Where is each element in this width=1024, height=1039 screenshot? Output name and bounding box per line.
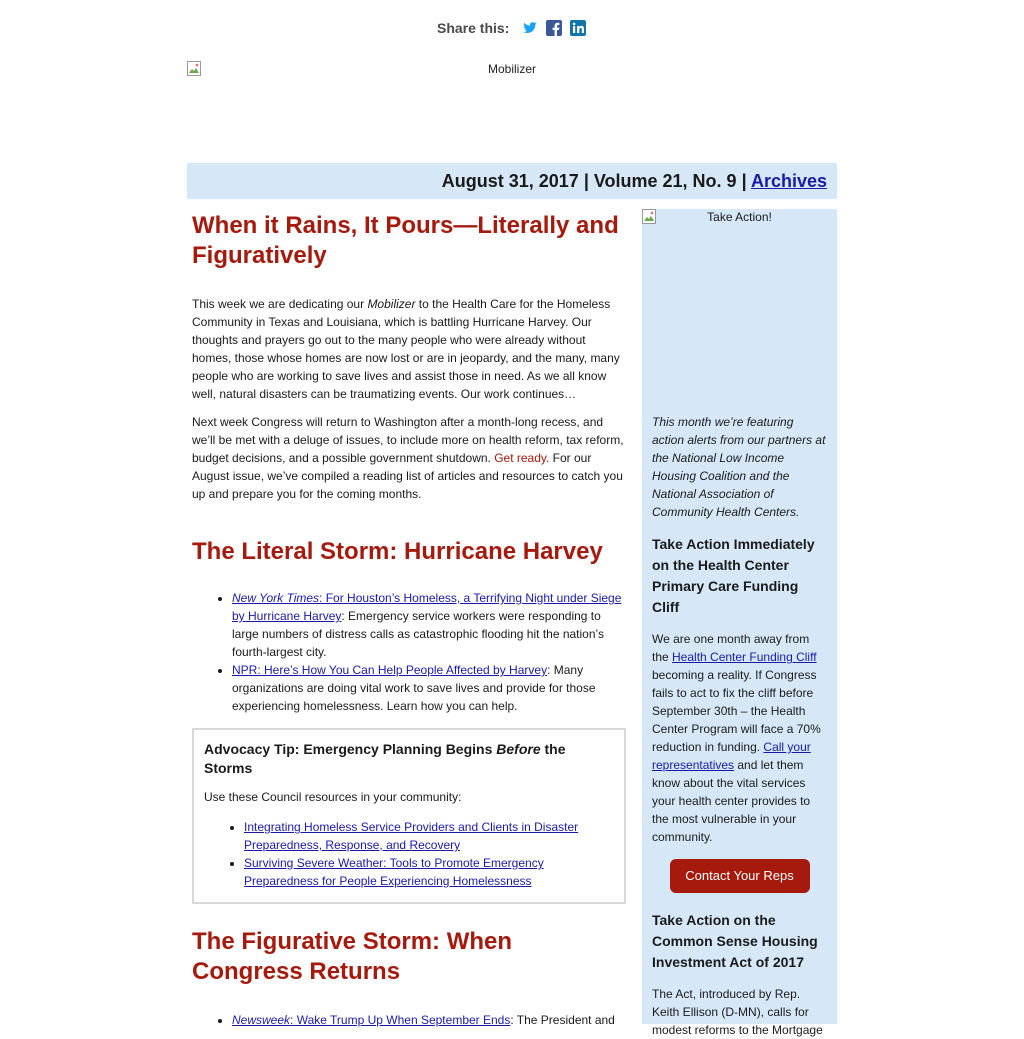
literal-storm-list <box>192 589 626 715</box>
section-title-literal-storm: The Literal Storm: Hurricane Harvey <box>192 538 603 565</box>
severe-weather-link[interactable]: Surviving Severe Weather: Tools to Promote Emergency Preparedness for People Experiencing Homelessness <box>244 856 544 888</box>
action2-title: Take Action on the Common Sense Housing Investment Act of 2017 <box>652 912 818 970</box>
dateline-text: August 31, 2017 | Volume 21, No. 9 | <box>441 171 751 191</box>
disaster-preparedness-link[interactable]: Integrating Homeless Service Providers and Clients in Disaster Preparedness, Response, and Recovery <box>244 820 579 852</box>
newsweek-article-link[interactable]: Newsweek: Wake Trump Up When September Ends <box>232 1013 511 1027</box>
linkedin-icon[interactable] <box>570 20 586 36</box>
dateline-bar <box>187 163 837 199</box>
mobilizer-emphasis: Mobilizer <box>367 297 416 311</box>
sidebar-content <box>642 413 837 1039</box>
list-item <box>244 854 614 890</box>
action2-text: The Act, introduced by Rep. Keith Ellison (D-MN), calls for modest reforms to the Mortgage <box>652 987 823 1037</box>
section-title-figurative-storm: The Figurative Storm: When Congress Returns <box>192 928 513 985</box>
sidebar-intro: This month we’re featuring action alerts from our partners at the National Low Income Housing Coalition and the National Association of Community Health Centers. <box>652 415 826 519</box>
share-bar <box>437 20 594 36</box>
action1-title: Take Action Immediately on the Health Center Primary Care Funding Cliff <box>652 536 815 615</box>
get-ready-highlight: Get ready. <box>494 451 550 465</box>
figurative-storm-list <box>192 1011 626 1029</box>
archives-link[interactable]: Archives <box>750 171 827 191</box>
mobilizer-logo <box>187 61 837 151</box>
share-label: Share this: <box>437 20 510 36</box>
intro-paragraph-2: Next week Congress will return to Washington after a month-long recess, and we’ll be met with a deluge of issues, to include more on health reform, tax reform, budget decisions, and a possible government shutdown. Get ready. For our August issue, we’ve compiled a reading list of articles and resources to catch you up and prepare you for the coming months. <box>192 415 624 501</box>
intro-paragraph-1: This week we are dedicating our Mobilizer to the Health Care for the Homeless Community in Texas and Louisiana, which is battling Hurricane Harvey. Our thoughts and prayers go out to the many people who were already without homes, those whose homes are now lost or are in jeopardy, and the many, many people who are working to save lives and assist those in need. As we all know well, natural disasters can be traumatizing events. Our work continues… <box>192 297 620 401</box>
take-action-alt-text: Take Action! <box>707 210 772 224</box>
list-item: • Newsweek: Wake Trump Up When September Ends: The President and <box>232 1011 626 1029</box>
list-item: • NPR: Here’s How You Can Help People Affected by Harvey: Many organizations are doing vital work to save lives and provide for those experiencing homelessness. Learn how you can help. <box>232 661 626 715</box>
call-representatives-link[interactable]: Call your representatives <box>652 740 811 772</box>
take-action-image <box>642 209 837 409</box>
newsletter-title: When it Rains, It Pours—Literally and Figuratively <box>192 212 619 269</box>
health-center-cliff-link[interactable]: Health Center Funding Cliff <box>672 650 817 664</box>
advocacy-tip-title: Advocacy Tip: Emergency Planning Begins Before the Storms <box>204 741 566 776</box>
twitter-icon[interactable] <box>522 20 538 36</box>
npr-article-link[interactable]: NPR: Here’s How You Can Help People Affected by Harvey <box>232 663 548 677</box>
nyt-article-link[interactable]: New York Times: For Houston’s Homeless, a Terrifying Night under Siege by Hurricane Harvey <box>232 591 622 623</box>
action1-text: We are one month away from the Health Center Funding Cliff becoming a reality. If Congress fails to act to fix the cliff before September 30th – the Health Center Program will face a 70% reduction in funding. Call your representatives and let them know about the vital services your health center provides to the most vulnerable in your community. <box>652 632 821 844</box>
advocacy-tip-box <box>192 728 626 904</box>
advocacy-tip-intro: Use these Council resources in your community: <box>204 790 462 804</box>
list-item: • New York Times: For Houston’s Homeless, a Terrifying Night under Siege by Hurricane Harvey: Emergency service workers were responding to large numbers of distress calls as catastrophic flooding hit the nation’s fourth-largest city. <box>232 589 626 661</box>
logo-alt-text: Mobilizer <box>487 62 536 76</box>
main-content <box>192 209 626 1029</box>
advocacy-tip-links <box>204 818 614 890</box>
list-item <box>244 818 614 854</box>
contact-reps-button[interactable]: Contact Your Reps <box>670 859 810 893</box>
facebook-icon[interactable] <box>546 20 562 36</box>
take-action-sidebar <box>642 209 837 1037</box>
